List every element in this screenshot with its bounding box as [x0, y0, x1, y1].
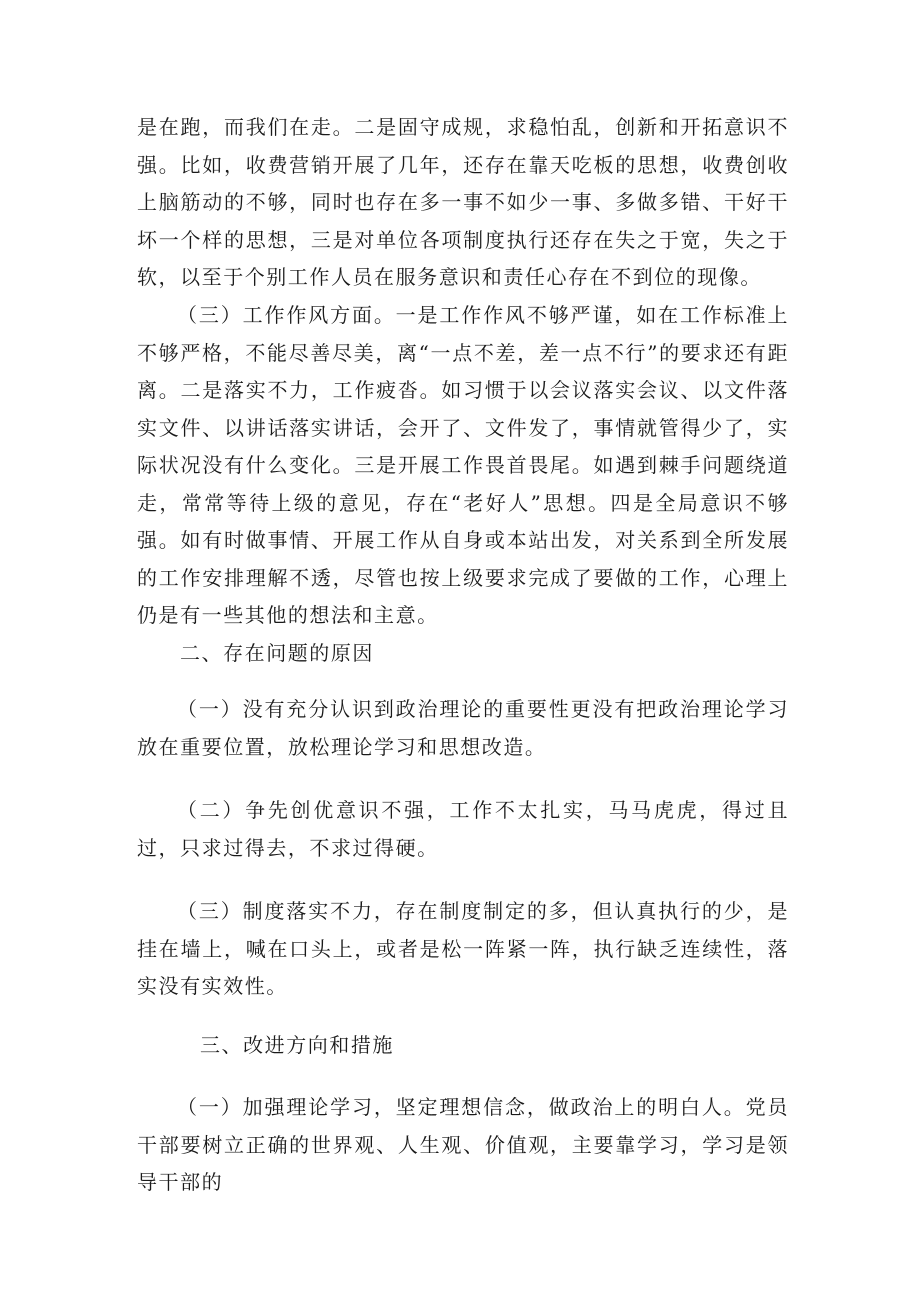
- section-heading-measures: 三、改进方向和措施: [200, 1033, 394, 1057]
- paragraph-cause-3: （三）制度落实不力，存在制度制定的多，但认真执行的少，是挂在墙上，喊在口头上，或者是松一阵紧一阵，执行缺乏连续性，落实没有实效性。: [137, 899, 789, 998]
- paragraph-work-style: （三）工作作风方面。一是工作作风不够严谨，如在工作标准上不够严格，不能尽善尽美，离“一点不差，差一点不行”的要求还有距离。二是落实不力，工作疲沓。如习惯于以会议落实会议、以文件落实文件、以讲话落实讲话，会开了、文件发了，事情就管得少了，实际状况没有什么变化。三是开展工作畏首畏尾。如遇到棘手问题绕道走，常常等待上级的意见，存在“老好人”思想。四是全局意识不够强。如有时做事情、开展工作从自身或本站出发，对关系到全所发展的工作安排理解不透，尽管也按上级要求完成了要做的工作，心理上仍是有一些其他的想法和主意。: [137, 303, 789, 627]
- section-heading-causes: 二、存在问题的原因: [180, 641, 374, 665]
- paragraph-measure-1: （一）加强理论学习，坚定理想信念，做政治上的明白人。党员干部要树立正确的世界观、人生观、价值观，主要靠学习，学习是领导干部的: [137, 1095, 789, 1194]
- paragraph-cause-2: （二）争先创优意识不强，工作不太扎实，马马虎虎，得过且过，只求过得去，不求过得硬。: [137, 798, 789, 860]
- paragraph-continued-text: 是在跑，而我们在走。二是固守成规，求稳怕乱，创新和开拓意识不强。比如，收费营销开展了几年，还存在靠天吃板的思想，收费创收上脑筋动的不够，同时也存在多一事不如少一事、多做多错、干好干坏一个样的思想，三是对单位各项制度执行还存在失之于宽，失之于软，以至于个别工作人员在服务意识和责任心存在不到位的现像。: [137, 115, 789, 289]
- paragraph-cause-1: （一）没有充分认识到政治理论的重要性更没有把政治理论学习放在重要位置，放松理论学习和思想改造。: [137, 697, 789, 759]
